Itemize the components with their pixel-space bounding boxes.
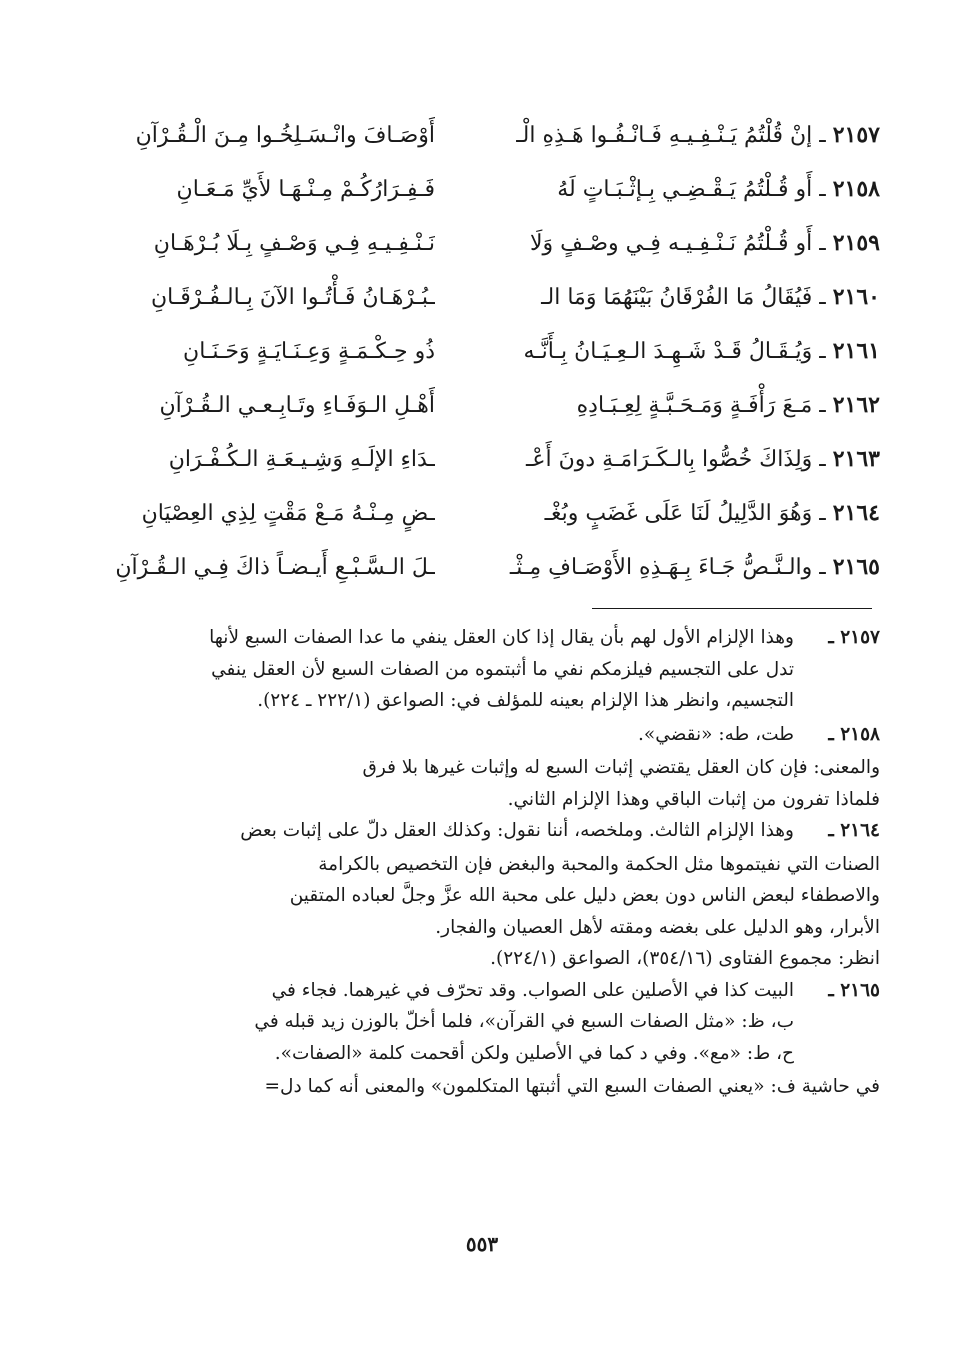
footnote-body [80,719,794,751]
verse-row [80,324,880,378]
footnote-number: ٢١٦٥ ـ [828,979,880,1001]
verse-first-hemistich: ٢١٦٣ ـ وَلِذَاكَ خُصُّوا بِالـكَـرَامَـةِ دونَ أَعْـ [525,446,880,472]
footnote-body [80,815,794,847]
footnote-separator [592,608,872,609]
footnote-line: فلماذا تفرون من إثبات الباقي وهذا الإلزام الثاني. [507,788,880,810]
verse-number: ٢١٦٣ [832,446,880,472]
footnote-line: البيت كذا في الأصلين على الصواب. وقد تحرّف في غيرهما. فجاء في [271,979,794,1001]
footnote-2158-continuation [80,752,880,815]
verse-second-hemistich: ـضٍ مِـنْـهُ مَـعْ مَقْتٍ لِذِي العِصْيَانِ [141,501,435,526]
footnote-line: ب، ظ: «مثل الصفات السبع في القرآن»، فلما أخلّ بالوزن زيد قبله في [254,1011,794,1032]
verse-number: ٢١٦٤ [832,500,880,526]
footnote-line: وهذا الإلزام الأول لهم بأن يقال إذا كان العقل ينفي ما عدا الصفات السبع لأنها [209,627,794,648]
verse-first-hemistich: ٢١٦١ ـ وَيُـقَـالُ قَـدْ شَـهِـدَ الـعِـيَـانُ بِـأَنَّـه [523,338,880,364]
footnote-line: والمعنى: فإن كان العقل يقتضي إثبات السبع له وإثبات غيرها بلا فرق [362,757,880,778]
verse-number: ٢١٦٥ [832,554,880,580]
verse-first-hemistich: ٢١٦٤ ـ وَهُوَ الدَّلِيلُ لَنَا عَلَى غَضَبٍ وبُغْـ [544,500,880,526]
verse-second-hemistich: ذُو حِـكْـمَـةٍ وَعِـنَـايَـةٍ وَحَـنَـانِ [183,339,435,364]
verse-second-hemistich: ـدَاءِ الإلَـهِ وَشِـيـعَـةِ الـكُـفْـرَانِ [168,447,435,472]
verse-row [80,378,880,432]
verse-second-hemistich: ـبُـرْهَـانُ فَـأْتُـوا الآنَ بِـالـفُـرْقَـانِ [150,285,435,310]
verse-row [80,108,880,162]
verse-text: وَلِذَاكَ خُصُّوا بِالـكَـرَامَـةِ دونَ أَعْـ [525,447,813,472]
verse-second-hemistich: أَوْصَـافَ وانْـسَـلِخُـوا مِـنَ الْـقُـرْآنِ [135,123,435,148]
footnote-line: الأبرار، وهو الدليل على بغضه ومقته لأهل العصيان والفجار. [435,916,880,938]
footnote-2164-continuation [80,849,880,975]
verse-first-hemistich: ٢١٥٧ ـ إنْ قُلْتُمُ يَـنْـفِـيـهِ فَـانْـفُـوا هَـذِهِ الْـ [516,122,880,148]
verse-text: أَو قُـلْتُمُ نَـنْـفِـيـه فِـي وصْـفٍ وَلَا [529,231,813,256]
verse-text: وَيُـقَـالُ قَـدْ شَـهِـدَ الـعِـيَـانُ بِـأَنَّـه [523,339,813,364]
verse-second-hemistich: فَـفِـرَارُكُـمْ مِـنْـهَـا لأَيِّ مَـعَـانِ [176,177,435,202]
verse-row [80,432,880,486]
verse-number: ٢١٦١ [832,338,880,364]
verse-row [80,216,880,270]
verse-text: وَهُوَ الدَّلِيلُ لَنَا عَلَى غَضَبٍ وبُغْـ [544,501,813,526]
footnote-line: والاصطفاء لبعض الناس دون بعض دليل على محبة الله عزَّ وجلَّ لعباده المتقين [289,885,880,906]
footnote-2164 [80,815,880,847]
verse-text: إنْ قُلْتُمُ يَـنْـفِـيـهِ فَـانْـفُـوا هَـذِهِ الْـ [516,123,813,148]
verse-number: ٢١٥٨ [832,176,880,202]
footnote-2157 [80,622,880,717]
verse-text: والـنَّـصُّ جَـاءَ بِـهَـذِهِ الأَوْصَـافِ مِـثْـ [509,555,813,580]
verse-first-hemistich: ٢١٦٥ ـ والـنَّـصُّ جَـاءَ بِـهَـذِهِ الأَوْصَـافِ مِـثْـ [509,554,880,580]
verse-row [80,270,880,324]
footnote-number: ٢١٥٧ ـ [828,627,880,648]
verse-second-hemistich: نَـنْـفِـيـهِ فِـي وَصْـفٍ بِـلَا بُـرْهَـانِ [153,231,435,256]
verse-first-hemistich: ٢١٦٠ ـ فَيُقَالُ مَا الفُرْقَانُ بَيْنَهُمَا وَمَا الـ [541,284,880,310]
verse-number: ٢١٥٩ [832,230,880,256]
footnote-line: في حاشية ف: «يعني الصفات السبع التي أثبتها المتكلمون» والمعنى أنه كما دل= [264,1076,880,1097]
verse-second-hemistich: ـلَ الـسَّـبْـعِ أَيـضـاً ذاكَ فِـي الـقُـرْآنِ [115,555,435,580]
verse-row [80,486,880,540]
footnote-line: التجسيم، وانظر هذا الإلزام بعينه للمؤلف في: الصواعق (٢٢٢/١ ـ ٢٢٤). [257,690,794,711]
footnote-reference: انظر: مجموع الفتاوى (٣٥٤/١٦)، الصواعق (٢٢٤/١). [490,948,880,969]
verse-second-hemistich: أَهْـلِ الـوَفَـاءِ وتَـابِـعـي الـقُـرْآنِ [159,393,435,418]
footnote-2158 [80,719,880,751]
poem [80,108,880,594]
verse-text: فَيُقَالُ مَا الفُرْقَانُ بَيْنَهُمَا وَمَا الـ [541,285,813,310]
verse-first-hemistich: ٢١٥٨ ـ أَو قُـلْتُمُ يَـقْـضِـي بِـإثْـبَـاتٍ لَهُ [557,176,880,202]
footnotes [80,622,880,1103]
footnote-line: ح، ط: «مع». وفي د كما في الأصلين ولكن أقحمت كلمة «الصفات». [274,1042,794,1064]
verse-number: ٢١٦٢ [832,392,880,418]
footnote-body [80,622,794,717]
verse-number: ٢١٦٠ [832,284,880,310]
footnote-2165 [80,975,880,1070]
page-number: ٥٥٣ [465,1232,499,1256]
verse-row [80,540,880,594]
footnote-line: وهذا الإلزام الثالث. وملخصه، أننا نقول: وكذلك العقل دلّ على إثبات بعض [240,820,794,841]
footnote-last-line [80,1071,880,1103]
verse-row [80,162,880,216]
footnote-line: طت، طه: «نقضي». [638,723,794,745]
verse-text: مَـعَ رَأْفَـةٍ وَمَـحَـبَّـةٍ لِعِـبَـادِهِ [576,393,813,418]
verse-first-hemistich: ٢١٦٢ ـ مَـعَ رَأْفَـةٍ وَمَـحَـبَّـةٍ لِعِـبَـادِهِ [576,392,880,418]
footnote-line: تدل على التجسيم فيلزمكم نفي ما أثبتموه من الصفات السبع لأن العقل ينفي [211,658,794,680]
footnote-number: ٢١٦٤ ـ [828,820,880,841]
footnote-body [80,975,794,1070]
verse-text: أَو قُـلْتُمُ يَـقْـضِـي بِـإثْـبَـاتٍ لَهُ [557,177,813,202]
verse-first-hemistich: ٢١٥٩ ـ أَو قُـلْتُمُ نَـنْـفِـيـه فِـي وصْـفٍ وَلَا [529,230,880,256]
footnote-number: ٢١٥٨ ـ [828,723,880,745]
footnote-line: الصنات التي نفيتموها مثل الحكمة والمحبة والبغض فإن التخصيص بالكرامة [318,853,880,875]
verse-number: ٢١٥٧ [832,122,880,148]
